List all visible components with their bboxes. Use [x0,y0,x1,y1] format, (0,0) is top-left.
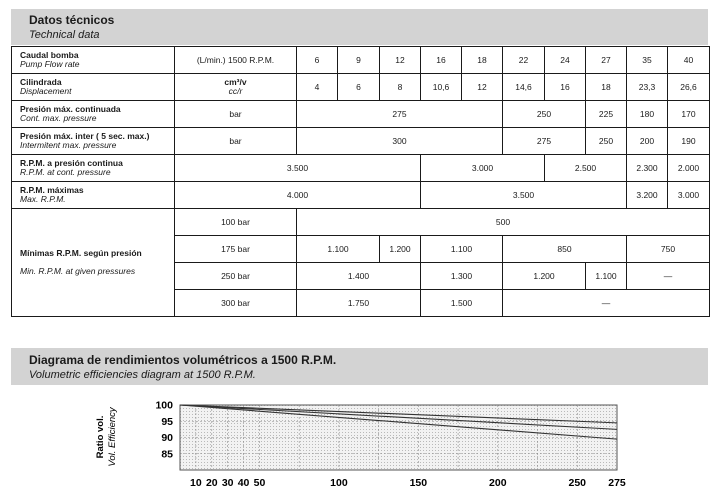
value-cell: 8 [380,74,421,101]
label-es: Mínimas R.P.M. según presión [20,247,142,258]
value-cell: — [503,290,710,317]
value-cell: 22 [503,47,545,74]
technical-data-header [11,9,708,45]
technical-data-subtitle: Technical data [29,29,100,41]
y-tick-labels [155,400,173,461]
x-tick-label: 150 [409,477,428,489]
value-cell: 750 [627,236,710,263]
pressure-cell: 175 bar [175,236,297,263]
value-cell: 16 [421,47,462,74]
value-cell: 6 [297,47,338,74]
x-tick-label: 30 [221,477,234,489]
table-row-rpm-min-100 [12,209,710,236]
label-es: Cilindrada [20,76,62,87]
x-tick-labels [190,477,626,489]
x-tick-label: 250 [568,477,587,489]
row-label-flow [12,47,175,74]
row-label-rpm-max [12,182,175,209]
technical-data-title: Datos técnicos [29,13,115,27]
table-row-inter-pressure [12,128,710,155]
label-en: Min. R.P.M. at given pressures [20,266,136,276]
value-cell: 1.200 [503,263,586,290]
y-tick-label: 90 [161,432,173,444]
value-cell: 1.400 [297,263,421,290]
x-tick-label: 10 [190,477,202,489]
table-row-displacement [12,74,710,101]
y-tick-label: 95 [161,415,173,428]
y-tick-label: 100 [155,399,173,412]
value-cell: 2.300 [627,155,668,182]
value-cell: 500 [297,209,710,236]
y-tick-label: 85 [161,448,173,461]
value-cell: 10,6 [421,74,462,101]
value-cell: 3.200 [627,182,668,209]
y-axis-label: Ratio vol. [95,415,106,459]
value-cell: 1.300 [421,263,503,290]
value-cell: 1.750 [297,290,421,317]
row-label-rpm-min [12,209,175,317]
label-en: R.P.M. at cont. pressure [20,167,111,177]
value-cell: 225 [586,101,627,128]
efficiency-chart [0,390,728,494]
diagram-header [11,348,708,385]
value-cell: 250 [503,101,586,128]
label-en: Pump Flow rate [20,59,80,69]
table-row-rpm-max [12,182,710,209]
y-axis-label-en: Vol. Efficiency [107,407,118,467]
value-cell: 850 [503,236,627,263]
row-label-inter-pressure [12,128,175,155]
value-cell: 18 [586,74,627,101]
label-es: Presión máx. continuada [20,103,121,114]
x-tick-label: 100 [330,477,348,489]
value-cell: 18 [462,47,503,74]
unit-cell [175,74,297,101]
value-cell: 170 [668,101,710,128]
unit-bottom: cc/r [228,86,243,96]
pressure-cell: 250 bar [175,263,297,290]
label-es: R.P.M. a presión continua [20,157,123,168]
diagram-subtitle: Volumetric efficiencies diagram at 1500 R.P.M. [29,369,256,381]
value-cell: 27 [586,47,627,74]
x-tick-label: 50 [253,477,266,489]
value-cell: 3.000 [421,155,545,182]
diagram-title: Diagrama de rendimientos volumétricos a 1500 R.P.M. [29,353,337,367]
value-cell: 16 [545,74,586,101]
value-cell: 180 [627,101,668,128]
x-tick-label: 275 [608,477,626,489]
x-tick-label: 40 [237,477,250,489]
value-cell: — [627,263,710,290]
value-cell: 275 [503,128,586,155]
value-cell: 1.200 [380,236,421,263]
x-tick-label: 200 [489,477,507,489]
value-cell: 4 [297,74,338,101]
value-cell: 12 [380,47,421,74]
label-en: Displacement [20,86,72,96]
value-cell: 35 [627,47,668,74]
pressure-cell: 100 bar [175,209,297,236]
value-cell: 12 [462,74,503,101]
value-cell: 190 [668,128,710,155]
table-row-cont-pressure [12,101,710,128]
value-cell: 3.000 [668,182,710,209]
value-cell: 24 [545,47,586,74]
label-es: R.P.M. máximas [20,184,84,195]
label-es: Presión máx. inter ( 5 sec. max.) [20,130,150,141]
technical-data-table [11,46,710,317]
value-cell: 1.100 [297,236,380,263]
label-en: Cont. max. pressure [20,113,97,123]
value-cell: 1.100 [586,263,627,290]
x-tick-label: 20 [205,477,218,489]
value-cell: 26,6 [668,74,710,101]
row-label-rpm-cont [12,155,175,182]
value-cell: 2.500 [545,155,627,182]
value-cell: 1.100 [421,236,503,263]
value-cell: 3.500 [421,182,627,209]
pressure-cell: 300 bar [175,290,297,317]
row-label-displacement [12,74,175,101]
table-row-flow [12,47,710,74]
table-row-rpm-cont [12,155,710,182]
value-cell: 200 [627,128,668,155]
unit-cell: (L/min.) 1500 R.P.M. [175,47,297,74]
value-cell: 14,6 [503,74,545,101]
value-cell: 250 [586,128,627,155]
value-cell: 300 [297,128,503,155]
label-es: Caudal bomba [20,49,79,60]
value-cell: 1.500 [421,290,503,317]
value-cell: 4.000 [175,182,421,209]
value-cell: 3.500 [175,155,421,182]
value-cell: 9 [338,47,380,74]
value-cell: 2.000 [668,155,710,182]
value-cell: 275 [297,101,503,128]
row-label-cont-pressure [12,101,175,128]
label-en: Max. R.P.M. [20,194,66,204]
unit-cell: bar [175,128,297,155]
value-cell: 6 [338,74,380,101]
unit-top: cm³/v [224,76,247,87]
value-cell: 23,3 [627,74,668,101]
label-en: Intermitent max. pressure [20,140,117,150]
unit-cell: bar [175,101,297,128]
value-cell: 40 [668,47,710,74]
